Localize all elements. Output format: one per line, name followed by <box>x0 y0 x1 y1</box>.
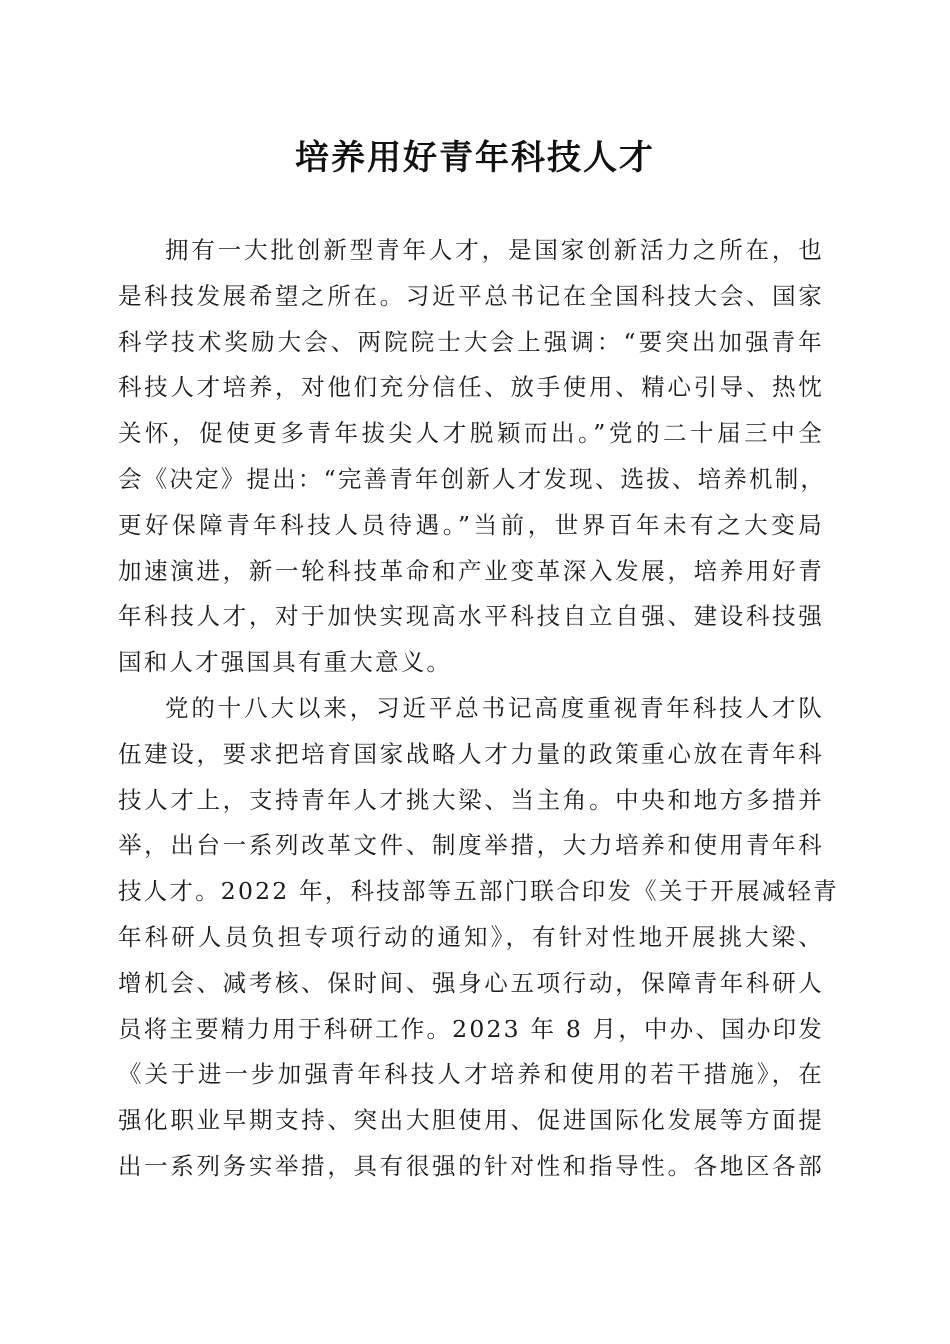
document-title: 培养用好青年科技人才 <box>295 138 655 178</box>
paragraph-line: 增机会、减考核、保时间、强身心五项行动，保障青年科研人 <box>118 968 824 997</box>
paragraph-line: 员将主要精力用于科研工作。2023 年 8 月，中办、国办印发 <box>118 1014 824 1043</box>
paragraph-line: 是科技发展希望之所在。习近平总书记在全国科技大会、国家 <box>118 281 824 310</box>
paragraph-1 <box>118 228 827 686</box>
paragraph-line: 更好保障青年科技人员待遇。”当前，世界百年未有之大变局 <box>118 510 824 539</box>
paragraph-line: 科学技术奖励大会、两院院士大会上强调：“要突出加强青年 <box>118 327 824 356</box>
document-body <box>118 228 839 1190</box>
paragraph-line: 强化职业早期支持、突出大胆使用、促进国际化发展等方面提 <box>118 1106 824 1135</box>
paragraph-line: 会《决定》提出：“完善青年创新人才发现、选拔、培养机制， <box>118 464 827 493</box>
paragraph-2 <box>118 686 839 1190</box>
paragraph-line: 科技人才培养，对他们充分信任、放手使用、精心引导、热忱 <box>118 373 824 402</box>
paragraph-line: 技人才上，支持青年人才挑大梁、当主角。中央和地方多措并 <box>118 785 824 814</box>
paragraph-line: 年科研人员负担专项行动的通知》，有针对性地开展挑大梁、 <box>118 922 824 951</box>
paragraph-line: 举，出台一系列改革文件、制度举措，大力培养和使用青年科 <box>118 831 824 860</box>
paragraph-line: 年科技人才，对于加快实现高水平科技自立自强、建设科技强 <box>118 602 824 631</box>
paragraph-line: 拥有一大批创新型青年人才，是国家创新活力之所在，也 <box>165 236 824 264</box>
paragraph-line: 伍建设，要求把培育国家战略人才力量的政策重心放在青年科 <box>118 739 824 768</box>
paragraph-line: 加速演进，新一轮科技革命和产业变革深入发展，培养用好青 <box>118 556 824 585</box>
paragraph-line: 出一系列务实举措，具有很强的针对性和指导性。各地区各部 <box>118 1151 824 1180</box>
paragraph-line: 技人才。2022 年，科技部等五部门联合印发《关于开展减轻青 <box>118 877 839 906</box>
paragraph-line: 国和人才强国具有重大意义。 <box>118 648 453 677</box>
paragraph-line: 关怀，促使更多青年拔尖人才脱颖而出。”党的二十届三中全 <box>118 419 824 448</box>
paragraph-line: 党的十八大以来，习近平总书记高度重视青年科技人才队 <box>165 693 824 722</box>
paragraph-line: 《关于进一步加强青年科技人才培养和使用的若干措施》，在 <box>118 1060 824 1089</box>
